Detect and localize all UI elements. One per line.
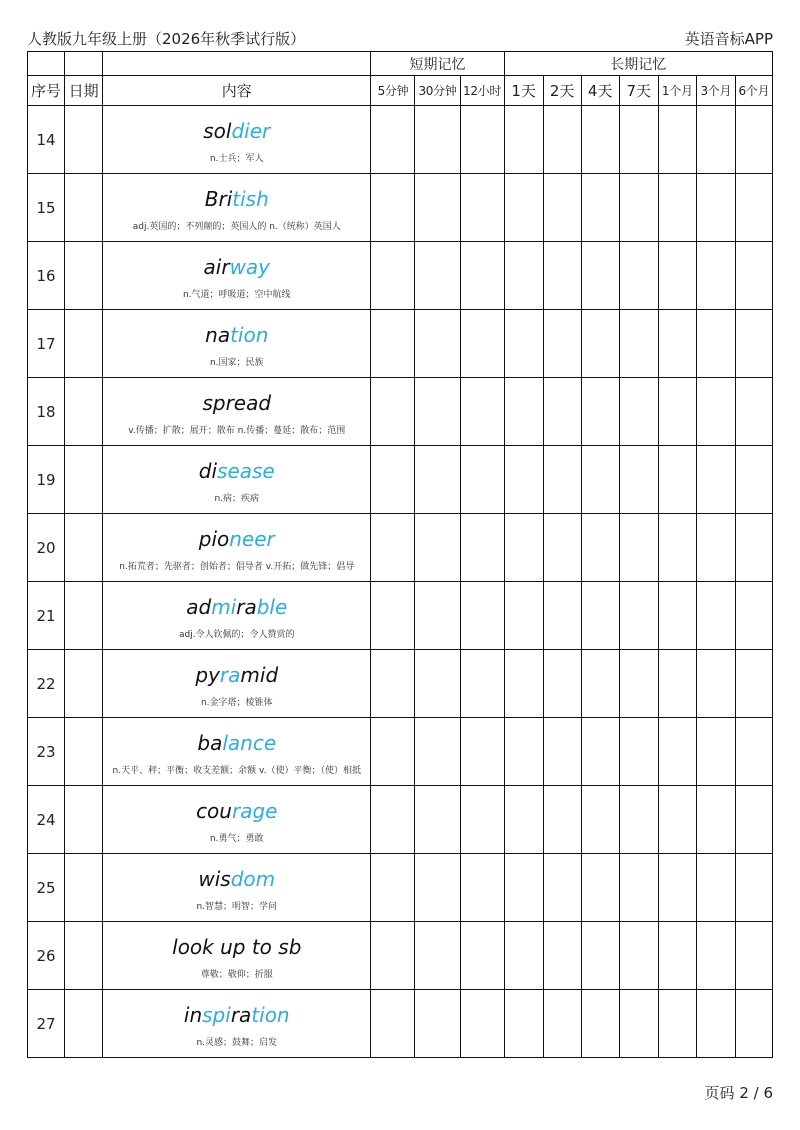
review-checkbox-cell[interactable] [658, 922, 696, 990]
review-checkbox-cell[interactable] [543, 378, 581, 446]
word-meaning: n.金字塔；棱锥体 [200, 697, 273, 708]
row-number: 26 [28, 922, 65, 990]
word-syllable: sol [203, 118, 232, 143]
review-checkbox-cell[interactable] [504, 514, 543, 582]
review-checkbox-cell[interactable] [696, 786, 735, 854]
word-syllable-highlight: way [229, 254, 271, 279]
review-checkbox-cell[interactable] [619, 514, 658, 582]
review-checkbox-cell[interactable] [543, 514, 581, 582]
review-checkbox-cell[interactable] [581, 854, 619, 922]
review-checkbox-cell[interactable] [460, 922, 504, 990]
date-cell[interactable] [65, 310, 103, 378]
content-cell [103, 514, 371, 582]
review-checkbox-cell[interactable] [735, 650, 772, 718]
vocab-word [103, 867, 370, 891]
review-checkbox-cell[interactable] [619, 378, 658, 446]
review-checkbox-cell[interactable] [658, 854, 696, 922]
review-checkbox-cell[interactable] [696, 174, 735, 242]
review-checkbox-cell[interactable] [735, 786, 772, 854]
review-checkbox-cell[interactable] [460, 718, 504, 786]
review-checkbox-cell[interactable] [581, 514, 619, 582]
table-row [28, 446, 773, 514]
word-syllable-highlight: mi [211, 594, 237, 619]
word-syllable: spread [202, 390, 272, 415]
review-checkbox-cell[interactable] [696, 650, 735, 718]
review-checkbox-cell[interactable] [658, 990, 696, 1058]
date-cell[interactable] [65, 786, 103, 854]
table-row [28, 650, 773, 718]
col-2day: 2天 [543, 76, 581, 106]
col-content: 内容 [103, 76, 371, 106]
word-meaning: n.病；疾病 [214, 493, 260, 504]
review-checkbox-cell[interactable] [504, 650, 543, 718]
content-cell [103, 174, 371, 242]
review-checkbox-cell[interactable] [415, 922, 460, 990]
review-checkbox-cell[interactable] [581, 786, 619, 854]
review-checkbox-cell[interactable] [581, 582, 619, 650]
vocab-word [103, 527, 370, 551]
review-checkbox-cell[interactable] [658, 514, 696, 582]
review-checkbox-cell[interactable] [735, 174, 772, 242]
vocab-word [103, 731, 370, 755]
word-syllable-highlight: tish [232, 186, 269, 211]
word-syllable: na [205, 322, 231, 347]
review-checkbox-cell[interactable] [696, 922, 735, 990]
review-checkbox-cell[interactable] [696, 582, 735, 650]
review-checkbox-cell[interactable] [581, 990, 619, 1058]
date-cell[interactable] [65, 242, 103, 310]
review-checkbox-cell[interactable] [460, 242, 504, 310]
content-cell [103, 922, 371, 990]
review-checkbox-cell[interactable] [460, 990, 504, 1058]
word-syllable-highlight: ra [219, 662, 241, 687]
word-syllable: di [198, 458, 218, 483]
word-syllable-highlight: rage [231, 798, 278, 823]
review-checkbox-cell[interactable] [658, 106, 696, 174]
table-row [28, 514, 773, 582]
review-checkbox-cell[interactable] [581, 174, 619, 242]
review-checkbox-cell[interactable] [619, 718, 658, 786]
content-cell [103, 990, 371, 1058]
review-checkbox-cell[interactable] [371, 990, 415, 1058]
review-checkbox-cell[interactable] [371, 650, 415, 718]
review-checkbox-cell[interactable] [619, 310, 658, 378]
col-5min: 5分钟 [371, 76, 415, 106]
date-cell[interactable] [65, 582, 103, 650]
word-syllable-highlight: tion [230, 322, 269, 347]
review-checkbox-cell[interactable] [543, 446, 581, 514]
vocab-word [103, 459, 370, 483]
row-number: 24 [28, 786, 65, 854]
col-7day: 7天 [619, 76, 658, 106]
row-number: 18 [28, 378, 65, 446]
review-checkbox-cell[interactable] [504, 990, 543, 1058]
word-syllable-highlight: lance [222, 730, 277, 755]
review-checkbox-cell[interactable] [735, 718, 772, 786]
review-checkbox-cell[interactable] [460, 582, 504, 650]
review-checkbox-cell[interactable] [371, 378, 415, 446]
review-checkbox-cell[interactable] [543, 786, 581, 854]
vocab-word [103, 595, 370, 619]
review-checkbox-cell[interactable] [581, 718, 619, 786]
review-checkbox-cell[interactable] [415, 446, 460, 514]
review-checkbox-cell[interactable] [619, 922, 658, 990]
review-checkbox-cell[interactable] [371, 242, 415, 310]
review-checkbox-cell[interactable] [735, 990, 772, 1058]
review-checkbox-cell[interactable] [371, 446, 415, 514]
review-checkbox-cell[interactable] [658, 786, 696, 854]
date-cell[interactable] [65, 378, 103, 446]
table-row [28, 310, 773, 378]
review-checkbox-cell[interactable] [504, 106, 543, 174]
word-syllable: Bri [204, 186, 233, 211]
table-row [28, 854, 773, 922]
row-number: 22 [28, 650, 65, 718]
row-number: 19 [28, 446, 65, 514]
col-1month: 1个月 [658, 76, 696, 106]
review-checkbox-cell[interactable] [460, 174, 504, 242]
word-meaning: n.勇气；勇敢 [209, 833, 264, 844]
review-checkbox-cell[interactable] [460, 514, 504, 582]
date-cell[interactable] [65, 718, 103, 786]
col-date: 日期 [65, 76, 103, 106]
review-checkbox-cell[interactable] [735, 106, 772, 174]
review-checkbox-cell[interactable] [460, 378, 504, 446]
word-meaning: n.智慧；明智；学问 [196, 901, 278, 912]
vocab-word [103, 935, 370, 959]
word-syllable: wis [198, 866, 231, 891]
date-cell[interactable] [65, 446, 103, 514]
word-syllable-highlight: neer [229, 526, 275, 551]
vocab-rows [28, 106, 773, 1058]
content-cell [103, 718, 371, 786]
col-1day: 1天 [504, 76, 543, 106]
word-meaning: n.士兵；军人 [209, 153, 264, 164]
review-checkbox-cell[interactable] [504, 242, 543, 310]
date-cell[interactable] [65, 650, 103, 718]
content-cell [103, 242, 371, 310]
word-syllable-highlight: dom [230, 866, 276, 891]
table-row [28, 242, 773, 310]
review-checkbox-cell[interactable] [735, 582, 772, 650]
review-checkbox-cell[interactable] [619, 582, 658, 650]
review-checkbox-cell[interactable] [696, 242, 735, 310]
review-checkbox-cell[interactable] [581, 378, 619, 446]
review-checkbox-cell[interactable] [415, 514, 460, 582]
review-checkbox-cell[interactable] [619, 446, 658, 514]
review-checkbox-cell[interactable] [619, 174, 658, 242]
review-checkbox-cell[interactable] [415, 106, 460, 174]
review-checkbox-cell[interactable] [619, 106, 658, 174]
row-number: 20 [28, 514, 65, 582]
col-12h: 12小时 [460, 76, 504, 106]
table-row [28, 106, 773, 174]
row-number: 17 [28, 310, 65, 378]
review-checkbox-cell[interactable] [504, 378, 543, 446]
col-4day: 4天 [581, 76, 619, 106]
vocab-word [103, 799, 370, 823]
review-checkbox-cell[interactable] [543, 174, 581, 242]
word-syllable-highlight: tion [251, 1002, 290, 1027]
table-row [28, 922, 773, 990]
review-checkbox-cell[interactable] [619, 854, 658, 922]
review-checkbox-cell[interactable] [371, 582, 415, 650]
review-checkbox-cell[interactable] [415, 582, 460, 650]
word-syllable: air [203, 254, 230, 279]
review-checkbox-cell[interactable] [658, 650, 696, 718]
vocab-word [103, 187, 370, 211]
review-checkbox-cell[interactable] [581, 446, 619, 514]
review-checkbox-cell[interactable] [371, 922, 415, 990]
document-title: 人教版九年级上册（2026年秋季试行版） [27, 30, 306, 48]
review-checkbox-cell[interactable] [543, 106, 581, 174]
review-checkbox-cell[interactable] [696, 990, 735, 1058]
review-checkbox-cell[interactable] [543, 922, 581, 990]
review-checkbox-cell[interactable] [460, 446, 504, 514]
review-checkbox-cell[interactable] [619, 990, 658, 1058]
row-number: 15 [28, 174, 65, 242]
word-syllable: in [183, 1002, 203, 1027]
review-checkbox-cell[interactable] [658, 446, 696, 514]
review-checkbox-cell[interactable] [371, 786, 415, 854]
content-cell [103, 650, 371, 718]
word-syllable: py [195, 662, 220, 687]
review-checkbox-cell[interactable] [415, 854, 460, 922]
review-checkbox-cell[interactable] [735, 446, 772, 514]
vocab-word [103, 663, 370, 687]
review-checkbox-cell[interactable] [415, 786, 460, 854]
word-syllable: look up to sb [172, 934, 302, 959]
vocab-word [103, 323, 370, 347]
content-cell [103, 786, 371, 854]
col-3month: 3个月 [696, 76, 735, 106]
word-syllable-highlight: sease [217, 458, 275, 483]
review-checkbox-cell[interactable] [415, 378, 460, 446]
review-checkbox-cell[interactable] [415, 242, 460, 310]
word-meaning: n.国家；民族 [209, 357, 264, 368]
row-number: 14 [28, 106, 65, 174]
date-cell[interactable] [65, 174, 103, 242]
word-meaning: n.灵感；鼓舞；启发 [196, 1037, 278, 1048]
review-checkbox-cell[interactable] [735, 242, 772, 310]
header-blank-index [28, 52, 65, 76]
review-checkbox-cell[interactable] [504, 922, 543, 990]
content-cell [103, 446, 371, 514]
content-cell [103, 854, 371, 922]
date-cell[interactable] [65, 854, 103, 922]
app-name: 英语音标APP [684, 30, 773, 48]
content-cell [103, 582, 371, 650]
review-checkbox-cell[interactable] [371, 106, 415, 174]
review-checkbox-cell[interactable] [696, 854, 735, 922]
review-checkbox-cell[interactable] [581, 310, 619, 378]
col-30min: 30分钟 [415, 76, 460, 106]
review-checkbox-cell[interactable] [543, 242, 581, 310]
review-checkbox-cell[interactable] [696, 310, 735, 378]
review-checkbox-cell[interactable] [696, 514, 735, 582]
review-checkbox-cell[interactable] [543, 854, 581, 922]
review-checkbox-cell[interactable] [581, 922, 619, 990]
word-syllable: ba [197, 730, 223, 755]
word-meaning: v.传播；扩散；展开；散布 n.传播；蔓延；散布；范围 [128, 425, 346, 436]
vocab-table [27, 51, 773, 1058]
review-checkbox-cell[interactable] [460, 650, 504, 718]
row-number: 25 [28, 854, 65, 922]
word-syllable: pio [198, 526, 230, 551]
word-syllable: mid [240, 662, 279, 687]
word-syllable: ad [186, 594, 212, 619]
review-checkbox-cell[interactable] [619, 242, 658, 310]
review-checkbox-cell[interactable] [371, 174, 415, 242]
review-checkbox-cell[interactable] [735, 514, 772, 582]
review-checkbox-cell[interactable] [504, 786, 543, 854]
word-syllable-highlight: dier [231, 118, 271, 143]
word-meaning: adj.英国的；不列颠的；英国人的 n.（统称）英国人 [132, 221, 341, 232]
word-meaning: 尊敬；敬仰；折服 [200, 969, 273, 980]
content-cell [103, 310, 371, 378]
review-checkbox-cell[interactable] [581, 106, 619, 174]
header-blank-date [65, 52, 103, 76]
review-checkbox-cell[interactable] [543, 310, 581, 378]
word-syllable-highlight: ble [256, 594, 288, 619]
row-number: 16 [28, 242, 65, 310]
col-index: 序号 [28, 76, 65, 106]
word-meaning: n.天平、秤；平衡；收支差额；余额 v.（使）平衡；（使）相抵 [112, 765, 361, 776]
review-checkbox-cell[interactable] [658, 310, 696, 378]
review-checkbox-cell[interactable] [658, 582, 696, 650]
review-checkbox-cell[interactable] [371, 718, 415, 786]
review-checkbox-cell[interactable] [619, 786, 658, 854]
content-cell [103, 106, 371, 174]
review-checkbox-cell[interactable] [543, 990, 581, 1058]
review-checkbox-cell[interactable] [543, 582, 581, 650]
table-row [28, 786, 773, 854]
word-meaning: n.拓荒者；先驱者；创始者；倡导者 v.开拓；做先锋；倡导 [119, 561, 355, 572]
word-syllable: ra [236, 594, 257, 619]
row-number: 21 [28, 582, 65, 650]
table-row [28, 990, 773, 1058]
row-number: 27 [28, 990, 65, 1058]
review-checkbox-cell[interactable] [415, 990, 460, 1058]
col-6month: 6个月 [735, 76, 772, 106]
table-row [28, 582, 773, 650]
date-cell[interactable] [65, 514, 103, 582]
review-checkbox-cell[interactable] [371, 854, 415, 922]
review-checkbox-cell[interactable] [460, 854, 504, 922]
date-cell[interactable] [65, 990, 103, 1058]
table-row [28, 718, 773, 786]
vocab-word [103, 255, 370, 279]
table-row [28, 174, 773, 242]
review-checkbox-cell[interactable] [658, 378, 696, 446]
review-checkbox-cell[interactable] [415, 174, 460, 242]
word-syllable: ra [230, 1002, 252, 1027]
word-syllable: cou [196, 798, 232, 823]
review-checkbox-cell[interactable] [504, 174, 543, 242]
review-checkbox-cell[interactable] [504, 446, 543, 514]
review-checkbox-cell[interactable] [504, 854, 543, 922]
review-checkbox-cell[interactable] [460, 310, 504, 378]
review-checkbox-cell[interactable] [415, 650, 460, 718]
review-checkbox-cell[interactable] [696, 718, 735, 786]
word-syllable-highlight: spi [202, 1002, 231, 1027]
review-checkbox-cell[interactable] [735, 310, 772, 378]
review-checkbox-cell[interactable] [371, 514, 415, 582]
date-cell[interactable] [65, 106, 103, 174]
review-checkbox-cell[interactable] [415, 310, 460, 378]
row-number: 23 [28, 718, 65, 786]
word-meaning: adj.令人钦佩的；令人赞赏的 [178, 629, 295, 640]
review-checkbox-cell[interactable] [619, 650, 658, 718]
vocab-word [103, 119, 370, 143]
review-checkbox-cell[interactable] [543, 650, 581, 718]
table-row [28, 378, 773, 446]
review-checkbox-cell[interactable] [735, 378, 772, 446]
vocab-word [103, 1003, 370, 1027]
review-checkbox-cell[interactable] [460, 786, 504, 854]
date-cell[interactable] [65, 922, 103, 990]
review-checkbox-cell[interactable] [581, 242, 619, 310]
review-checkbox-cell[interactable] [735, 854, 772, 922]
vocab-word [103, 391, 370, 415]
review-checkbox-cell[interactable] [696, 378, 735, 446]
review-checkbox-cell[interactable] [581, 650, 619, 718]
long-term-header: 长期记忆 [504, 52, 772, 76]
review-checkbox-cell[interactable] [504, 310, 543, 378]
review-checkbox-cell[interactable] [658, 174, 696, 242]
review-checkbox-cell[interactable] [658, 242, 696, 310]
review-checkbox-cell[interactable] [504, 718, 543, 786]
word-meaning: n.气道；呼吸道；空中航线 [182, 289, 291, 300]
review-checkbox-cell[interactable] [415, 718, 460, 786]
header-blank-content [103, 52, 371, 76]
review-checkbox-cell[interactable] [735, 922, 772, 990]
review-checkbox-cell[interactable] [543, 718, 581, 786]
page-number: 页码 2 / 6 [704, 1084, 773, 1102]
short-term-header: 短期记忆 [371, 52, 504, 76]
review-checkbox-cell[interactable] [504, 582, 543, 650]
review-checkbox-cell[interactable] [696, 446, 735, 514]
review-checkbox-cell[interactable] [658, 718, 696, 786]
review-checkbox-cell[interactable] [371, 310, 415, 378]
review-checkbox-cell[interactable] [696, 106, 735, 174]
review-checkbox-cell[interactable] [460, 106, 504, 174]
content-cell [103, 378, 371, 446]
